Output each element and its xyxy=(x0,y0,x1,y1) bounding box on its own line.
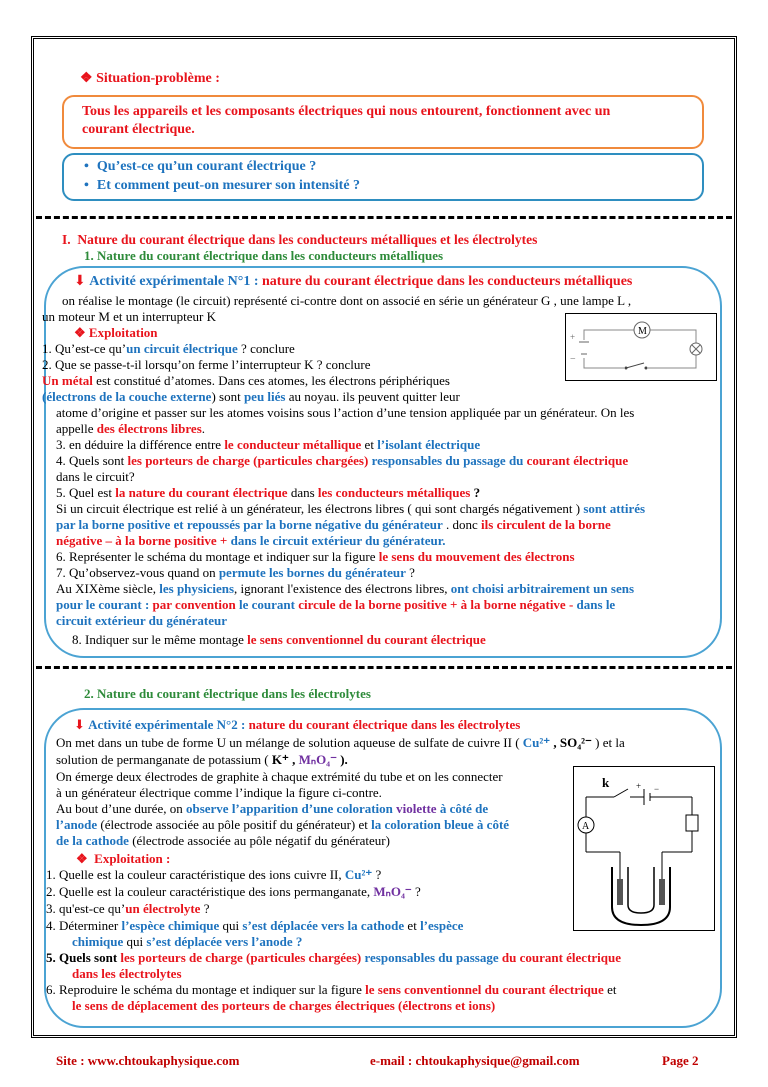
act2-r7: de la cathode (électrode associée au pôle négatif du générateur) xyxy=(56,833,390,848)
minus-label: − xyxy=(654,784,660,794)
act2-r6: l’anode (électrode associée au pôle positif du générateur) et la coloration bleue à côté xyxy=(56,817,510,832)
act2-e5-cont: dans les électrolytes xyxy=(72,966,182,981)
footer-email: e-mail : chtoukaphysique@gmail.com xyxy=(370,1053,580,1068)
act1-p8: Au XIXème siècle, les physiciens, ignorant l'existence des électrons libres, ont choisi arbitrairement un sens xyxy=(56,581,635,596)
act2-e7: le sens de déplacement des porteurs de charges électriques (électrons et ions) xyxy=(72,998,496,1013)
divider xyxy=(36,216,732,219)
activity-1-title: ⬇ Activité expérimentale N°1 : nature du courant électrique dans les conducteurs métalliques xyxy=(74,274,633,289)
act1-p7: négative – à la borne positive + dans le circuit extérieur du générateur. xyxy=(56,533,446,548)
switch-label: k xyxy=(602,775,610,790)
act2-r1: On met dans un tube de forme U un mélange de solution aqueuse de sulfate de cuivre II ( Cu²⁺ , SO₄²⁻ ) et la xyxy=(56,735,625,750)
act1-q6: 6. Représenter le schéma du montage et indiquer sur la figure le sens du mouvement des électrons xyxy=(56,549,575,564)
resistor-icon xyxy=(686,815,698,831)
exploitation-heading: ❖ Exploitation xyxy=(74,325,158,340)
circuit-diagram xyxy=(566,314,716,380)
activity-2-title: ⬇ Activité expérimentale N°2 : nature du courant électrique dans les électrolytes xyxy=(74,717,521,732)
motor-label: M xyxy=(638,326,647,337)
subsection-2-title: 2. Nature du courant électrique dans les électrolytes xyxy=(84,686,371,701)
act2-e6: 6. Reproduire le schéma du montage et indiquer sur la figure le sens conventionnel du courant électrique et xyxy=(46,982,617,997)
switch-icon xyxy=(614,789,628,797)
act1-p1: Un métal est constitué d’atomes. Dans ces atomes, les électrons périphériques xyxy=(42,373,450,388)
question-2: • Et comment peut-on mesurer son intensité ? xyxy=(84,178,360,194)
act1-q4-cont: dans le circuit? xyxy=(56,469,135,484)
question-1: • Qu’est-ce qu’un courant électrique ? xyxy=(84,159,316,175)
act2-e5: 5. Quels sont les porteurs de charge (particules chargées) responsables du passage du courant électrique xyxy=(46,950,622,965)
act1-intro-2: un moteur M et un interrupteur K xyxy=(42,309,217,324)
situation-text-2: courant électrique. xyxy=(82,122,195,137)
act1-q1: 1. Qu’est-ce qu’un circuit électrique ? conclure xyxy=(42,341,295,356)
act1-q8: 8. Indiquer sur le même montage le sens conventionnel du courant électrique xyxy=(72,632,486,647)
act1-q4: 4. Quels sont les porteurs de charge (particules chargées) responsables du passage du courant électrique xyxy=(56,453,629,468)
situation-heading: ❖ Situation-problème : xyxy=(80,71,220,86)
act1-q7: 7. Qu’observez-vous quand on permute les bornes du générateur ? xyxy=(56,565,415,580)
minus-label: − xyxy=(570,354,576,365)
footer-page-number: Page 2 xyxy=(662,1053,699,1068)
situation-text-1: Tous les appareils et les composants électriques qui nous entourent, fonctionnent avec un xyxy=(82,104,611,119)
act2-r3: On émerge deux électrodes de graphite à chaque extrémité du tube et on les connecter xyxy=(56,769,503,784)
subsection-1-title: 1. Nature du courant électrique dans les conducteurs métalliques xyxy=(84,248,444,263)
electrolysis-diagram xyxy=(574,767,714,930)
act2-e1: 1. Quelle est la couleur caractéristique des ions cuivre II, Cu²⁺ ? xyxy=(46,867,382,882)
act2-e4-cont: chimique qui s’est déplacée vers l’anode ? xyxy=(72,934,303,949)
act1-q5: 5. Quel est la nature du courant électrique dans les conducteurs métalliques ? xyxy=(56,485,481,500)
act1-q2: 2. Que se passe-t-il lorsqu’on ferme l’interrupteur K ? conclure xyxy=(42,357,371,372)
act1-p5: Si un circuit électrique est relié à un générateur, les électrons libres ( qui sont chargés négativement ) sont attirés xyxy=(56,501,646,516)
act1-intro-1: on réalise le montage (le circuit) représenté ci-contre dont on associé en série un générateur G , une lampe L , xyxy=(62,293,632,308)
electrolysis-figure xyxy=(573,766,715,931)
plus-label: + xyxy=(636,781,642,791)
act1-p9: pour le courant : par convention le courant circule de la borne positive + à la borne négative - dans le xyxy=(56,597,616,612)
exploitation-2-heading: ❖ Exploitation : xyxy=(76,851,171,866)
act1-p3: atome d’origine et passer sur les atomes voisins sous l’action d’une tension appliquée par un générateur. On les xyxy=(56,405,635,420)
act2-r4: à un générateur électrique comme l’indique la figure ci-contre. xyxy=(56,785,382,800)
act1-p6: par la borne positive et repoussés par la borne négative du générateur . donc ils circulent de la borne xyxy=(56,517,611,532)
act1-p2: (électrons de la couche externe) sont peu liés au noyau. ils peuvent quitter leur xyxy=(42,389,460,404)
footer-site: Site : www.chtoukaphysique.com xyxy=(56,1053,240,1068)
act2-r5: Au bout d’une durée, on observe l’apparition d’une coloration violette à côté de xyxy=(56,801,489,816)
act2-e4: 4. Déterminer l’espèce chimique qui s’est déplacée vers la cathode et l’espèce xyxy=(46,918,464,933)
act2-e3: 3. qu'est-ce qu’un électrolyte ? xyxy=(46,901,210,916)
plus-label: + xyxy=(570,332,576,342)
act1-p10: circuit extérieur du générateur xyxy=(56,613,227,628)
ammeter-label: A xyxy=(582,821,590,832)
act1-p4: appelle des électrons libres. xyxy=(56,421,205,436)
divider xyxy=(36,666,732,669)
circuit-figure xyxy=(565,313,717,381)
act1-q3: 3. en déduire la différence entre le conducteur métallique et l’isolant électrique xyxy=(56,437,481,452)
act2-e2: 2. Quelle est la couleur caractéristique des ions permanganate, MₙO₄⁻ ? xyxy=(46,884,421,899)
section-title: I. Nature du courant électrique dans les conducteurs métalliques et les électrolytes xyxy=(62,232,538,247)
act2-r2: solution de permanganate de potassium ( K⁺ , MₙO₄⁻ ). xyxy=(56,752,348,767)
